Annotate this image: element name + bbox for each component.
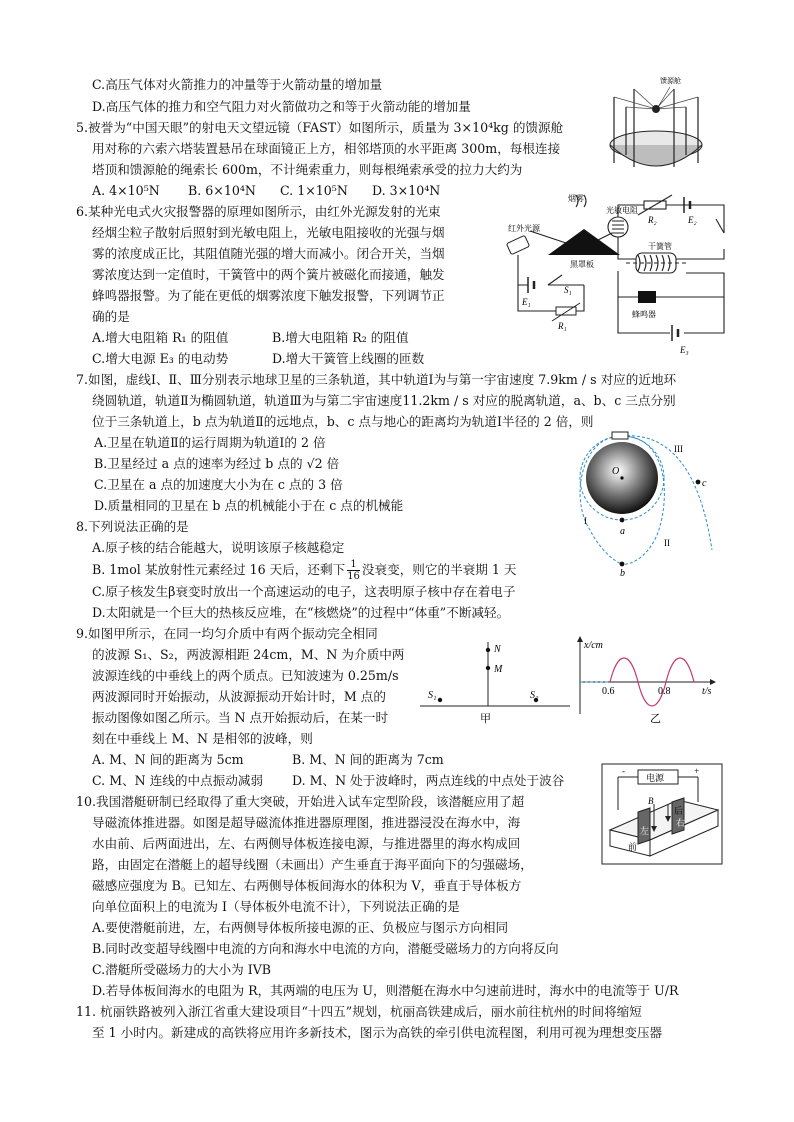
q9-stem-line6: 刻在中垂线上 M、N 是相邻的波峰，则 [92,731,313,746]
label-e1: E₁ [522,297,531,307]
label-reed-switch: 干簧管 [648,242,672,251]
label-r2: R₂ [648,215,657,225]
label-power: 电源 [646,773,665,783]
label-orbit-iii: III [674,444,683,454]
q6-option-c: C.增大电源 E₃ 的电动势 [92,351,229,366]
label-orbit-i: I [584,516,587,526]
q6-option-b: B.增大电阻箱 R₂ 的阻值 [272,330,409,345]
graph-ylabel: x/cm [584,640,603,651]
q7-option-d: D.质量相同的卫星在 b 点的机械能小于在 c 点的机械能 [94,498,404,513]
label-black-plate: 黑罩板 [570,260,594,269]
label-s1: S₁ [564,285,572,295]
q11-stem-line1: 11. 杭丽铁路被列入浙江省重大建设项目“十四五”规划，杭丽高铁建成后，丽水前往杭州的时间将缩短 [76,1004,642,1019]
q7-stem-line3: 位于三条轨道上，b 点为轨道Ⅱ的远地点，b、c 点与地心的距离均为轨道Ⅰ半径的 2 倍，则 [92,414,594,429]
label-n: N [494,644,501,655]
label-a: a [620,526,625,537]
q8-option-a: A.原子核的结合能越大，说明该原子核越稳定 [92,540,345,555]
fast-label: 馈源舱 [660,77,681,85]
q7-stem-line1: 7.如图，虚线Ⅰ、Ⅱ、Ⅲ分别表示地球卫星的三条轨道，其中轨道Ⅰ为与第一宇宙速度 7.9km / s 对应的近地环 [76,372,677,387]
q9-option-a: A. M、N 间的距离为 5cm [92,752,244,767]
right-plate [672,798,684,834]
q6-option-d: D.增大干簧管上线圈的匝数 [272,351,425,366]
figure-jia [420,634,570,726]
label-s2: S₂ [530,690,539,701]
q8-option-d: D.太阳就是一个巨大的热核反应堆，在“核燃烧”的过程中“体重”不断减轻。 [92,605,510,620]
q10-stem-line1: 10.我国潜艇研制已经取得了重大突破，开始进入试车定型阶段，该潜艇应用了超 [76,794,525,809]
figure-yi-vibration-graph [570,634,720,726]
q7-option-c: C.卫星在 a 点的加速度大小为在 c 点的 3 倍 [94,477,343,492]
q9-option-d: D. M、N 处于波峰时，两点连线的中点处于波谷 [292,773,565,788]
label-m: M [494,664,503,675]
q4-option-c: C.高压气体对火箭推力的冲量等于火箭动量的增加量 [92,77,383,92]
q7-stem-line2: 绕圆轨道，轨道Ⅱ为椭圆轨道，轨道Ⅲ为与第二宇宙速度11.2km / s 对应的脱离轨道，a、b、c 三点分别 [92,393,676,408]
label-c: c [702,478,707,489]
q6-stem-line6: 确的是 [92,309,130,324]
satellite-orbit-figure [560,430,720,578]
label-r1: R₁ [558,321,567,331]
q9-option-c: C. M、N 连线的中点振动减弱 [92,773,264,788]
q10-stem-line6: 向单位面积上的电流为 I（导体板外电流不计），下列说法正确的是 [92,899,460,914]
q6-stem-line3: 雾的浓度成正比，其阻值随光强的增大而减小。闭合开关，当烟 [92,246,445,261]
label-s1: S₁ [428,690,437,701]
ir-source-icon [506,235,529,254]
caption-yi: 乙 [650,713,661,725]
black-plate-icon [548,229,620,255]
q10-option-d: D.若导体板间海水的电阻为 R，其两端的电压为 U，则潜艇在海水中匀速前进时，海水中的电流等于 U/R [92,983,679,998]
label-plus: + [694,766,700,776]
label-b: b [620,568,625,578]
caption-jia: 甲 [480,713,491,725]
satellite-icon [612,432,628,439]
tick-0-6: 0.6 [602,686,615,697]
q10-option-c: C.潜艇所受磁场力的大小为 IVB [92,962,272,977]
q6-stem-line4: 雾浓度达到一定值时，干簧管中的两个簧片被磁化而接通，触发 [92,267,445,282]
label-buzzer: 蜂鸣器 [632,310,656,319]
label-photoresistor: 光敏电阻 [606,206,638,215]
q10-option-a: A.要使潜艇前进，左，右两侧导体板所接电源的正、负极应与图示方向相同 [92,920,509,935]
q10-stem-line3: 水由前、后两面进出，左、右两侧导体板连接电源，与推进器里的海水构成回 [92,836,521,851]
graph-xlabel: t/s [702,686,712,697]
tick-0-8: 0.8 [658,686,671,697]
q5-stem-line3: 塔顶和馈源舱的绳索长 600m，不计绳索重力，则每根绳索承受的拉力大约为 [92,162,523,177]
label-e3: E₃ [680,345,689,355]
label-ir-source: 红外光源 [508,224,540,233]
q8-stem: 8.下列说法正确的是 [76,519,189,534]
label-e2: E₂ [688,215,697,225]
q5-option-c: C. 1×10⁵N [280,183,348,198]
label-back: 后 [674,806,684,816]
label-orbit-ii: II [664,538,670,548]
q7-option-a: A.卫星在轨道Ⅱ的运行周期为轨道Ⅰ的 2 倍 [94,435,326,450]
q6-stem-line1: 6.某种光电式火灾报警器的原理如图所示，由红外光源发射的光束 [76,204,441,219]
q5-option-a: A. 4×10⁵N [92,183,160,198]
q5-option-d: D. 3×10⁴N [372,183,441,198]
q10-stem-line4: 路，由固定在潜艇上的超导线圈（未画出）产生垂直于海平面向下的匀强磁场， [92,857,533,872]
q9-stem-line3: 波源连线的中垂线上的两个质点。已知波速为 0.25m/s [92,668,399,683]
q9-stem-line1: 9.如图甲所示，在同一均匀介质中有两个振动完全相同 [76,626,378,641]
q11-stem-line2: 至 1 小时内。新建成的高铁将应用许多新技术，图示为高铁的牵引供电流程图，利用可视为理想变压器 [92,1025,663,1040]
q5-stem-line1: 5.被誉为“中国天眼”的射电天文望远镜（FAST）如图所示，质量为 3×10⁴kg 的馈源舱 [76,120,564,135]
q10-option-b: B.同时改变超导线圈中电流的方向和海水中电流的方向，潜艇受磁场力的方向将反向 [92,941,559,956]
label-o: O [612,466,620,477]
q6-stem-line2: 经烟尘粒子散射后照射到光敏电阻上，光敏电阻接收的光强与烟 [92,225,445,240]
q9-stem-line5: 振动图像如图乙所示。当 N 点开始振动后，在某一时 [92,710,389,725]
label-smoke: 烟雾 [568,194,584,203]
q9-stem-line4: 两波源同时开始振动，从波源振动开始计时，M 点的 [92,689,386,704]
q5-option-b: B. 6×10⁴N [188,183,256,198]
fast-telescope-figure [604,67,714,189]
q9-stem-line2: 的波源 S₁、S₂，两波源相距 24cm，M、N 为介质中两 [92,647,405,662]
q10-stem-line5: 磁感应强度为 B。已知左、右两侧导体板间海水的体积为 V，垂直于导体板方 [92,878,522,893]
mhd-thruster-figure [598,760,726,868]
q5-stem-line2: 用对称的六索六塔装置悬吊在球面镜正上方，相邻塔顶的水平距离 300m，每根连接 [92,141,561,156]
label-minus: - [622,766,625,776]
q10-stem-line2: 导磁流体推进器。如图是超导磁流体推进器原理图，推进器浸没在海水中，海 [92,815,521,830]
fire-alarm-circuit-figure [488,193,736,369]
q8-option-c: C.原子核发生β衰变时放出一个高速运动的电子，这表明原子核中存在着电子 [92,584,516,599]
q9-option-b: B. M、N 间的距离为 7cm [292,752,444,767]
buzzer-icon [638,291,656,303]
label-left: 左 [640,826,650,836]
label-right: 右 [676,818,686,828]
fraction-1-16: $\frac{1}{16}$ [347,559,360,582]
q6-stem-line5: 蜂鸣器报警。为了能在更低的烟雾浓度下触发报警，下列调节正 [92,288,445,303]
q4-option-d: D.高压气体的推力和空气阻力对火箭做功之和等于火箭动能的增加量 [92,99,471,114]
label-front: 前 [628,842,638,852]
q8-option-b: B. 1mol 某放射性元素经过 16 天后，还剩下 $\frac{1}{16}$ 没衰变，则它的半衰期 1 天 [92,559,517,582]
q6-option-a: A.增大电阻箱 R₁ 的阻值 [92,330,229,345]
q7-option-b: B.卫星经过 a 点的速率为经过 b 点的 √2 倍 [94,456,340,471]
label-b-field: B [648,796,654,806]
